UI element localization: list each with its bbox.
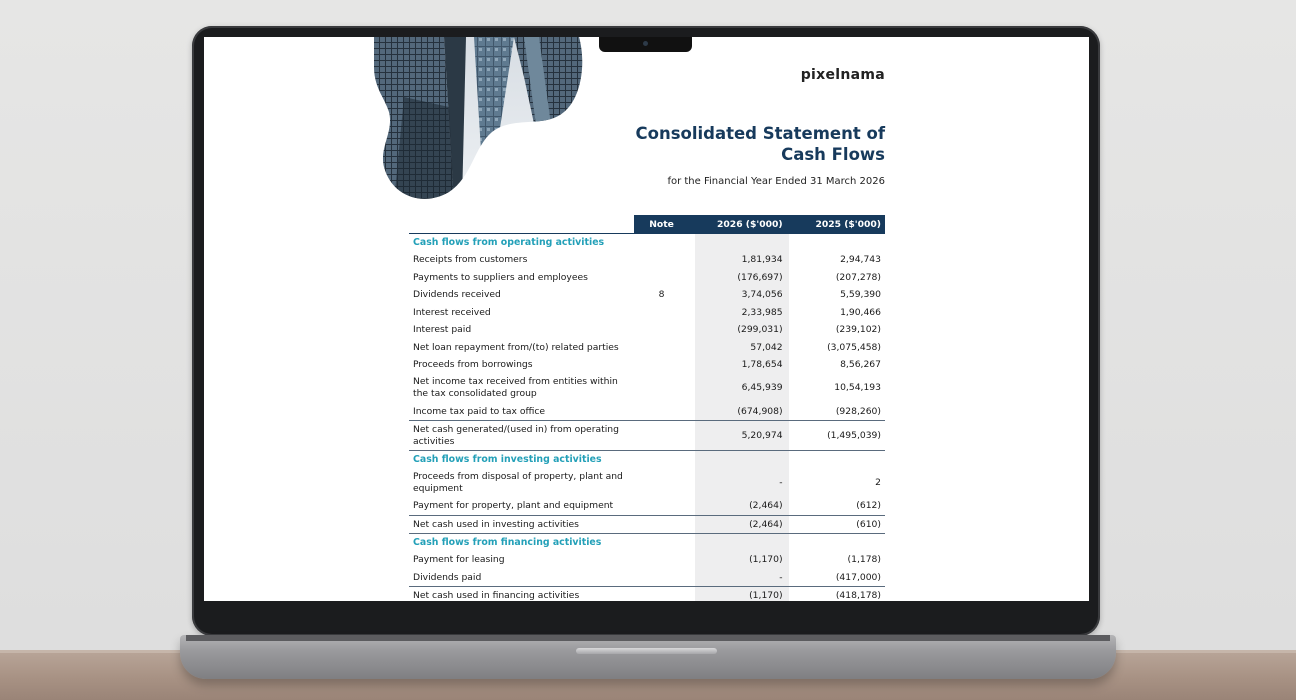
subtotal-note xyxy=(634,421,689,451)
row-value-2025: (239,102) xyxy=(835,324,881,336)
subtotal-value-2026: 5,20,974 xyxy=(689,421,787,451)
page-subtitle: for the Financial Year Ended 31 March 2026 xyxy=(667,176,885,187)
table-row xyxy=(409,251,885,269)
row-note xyxy=(634,269,689,287)
row-value-2025: 2 xyxy=(875,476,881,488)
section-heading: Cash flows from operating activities xyxy=(409,234,885,252)
row-note xyxy=(634,251,689,269)
row-label: Net loan repayment from/(to) related parties xyxy=(413,341,619,353)
laptop-base-lip xyxy=(186,635,1110,641)
row-value-2025: (417,000) xyxy=(835,571,881,583)
row-value-2026: - xyxy=(779,571,783,583)
row-value-2026: 3,74,056 xyxy=(741,289,783,301)
header-note: Note xyxy=(634,215,689,234)
row-note: 8 xyxy=(658,289,665,301)
camera-notch xyxy=(599,37,692,52)
row-note xyxy=(634,551,689,569)
table-row xyxy=(409,304,885,322)
table-row xyxy=(409,321,885,339)
table-row xyxy=(409,339,885,357)
subtotal-note xyxy=(634,587,689,602)
row-label: Proceeds from disposal of property, plant and equipment xyxy=(413,470,623,494)
row-label: Interest received xyxy=(413,306,491,318)
subtotal-label: Net cash generated/(used in) from operating activities xyxy=(409,421,634,451)
row-label: Proceeds from borrowings xyxy=(413,359,533,371)
row-label: Interest paid xyxy=(413,324,472,336)
row-value-2026: 2,33,985 xyxy=(741,306,783,318)
table-row xyxy=(409,468,885,497)
row-note xyxy=(634,497,689,515)
row-value-2025: 1,90,466 xyxy=(840,306,881,318)
subtotal-value-2025: (418,178) xyxy=(787,587,885,602)
row-value-2025: (3,075,458) xyxy=(827,341,881,353)
row-value-2025: (207,278) xyxy=(835,271,881,283)
row-value-2026: (2,464) xyxy=(749,500,783,512)
subtotal-value-2026: (2,464) xyxy=(689,515,787,534)
subtotal-label: Net cash used in financing activities xyxy=(409,587,634,602)
cash-flow-table xyxy=(409,215,885,601)
table-row xyxy=(409,551,885,569)
row-value-2026: (1,170) xyxy=(749,554,783,566)
row-value-2026: 1,81,934 xyxy=(741,254,783,266)
subtotal-row xyxy=(409,587,885,602)
laptop-base xyxy=(180,635,1116,679)
building-photo xyxy=(374,37,584,202)
header-2025: 2025 ($'000) xyxy=(787,215,885,234)
row-label: Receipts from customers xyxy=(413,254,528,266)
subtotal-value-2026: (1,170) xyxy=(689,587,787,602)
row-value-2025: 8,56,267 xyxy=(840,359,881,371)
table-row xyxy=(409,269,885,287)
section-heading-row xyxy=(409,234,885,252)
row-value-2026: - xyxy=(779,476,783,488)
row-value-2025: 10,54,193 xyxy=(834,382,881,393)
row-note xyxy=(634,403,689,421)
row-label: Net income tax received from entities within the tax consolidated group xyxy=(413,376,618,399)
row-value-2025: 5,59,390 xyxy=(840,289,881,301)
row-note xyxy=(634,339,689,357)
row-value-2025: (612) xyxy=(856,500,881,512)
section-heading-row xyxy=(409,451,885,469)
row-label: Payment for leasing xyxy=(413,554,505,566)
header-blank xyxy=(409,215,634,234)
table-row xyxy=(409,569,885,587)
table-header-row xyxy=(409,215,885,234)
subtotal-note xyxy=(634,515,689,534)
subtotal-label: Net cash used in investing activities xyxy=(409,515,634,534)
row-label: Dividends received xyxy=(413,289,501,301)
row-value-2026: (176,697) xyxy=(737,271,783,283)
subtotal-value-2025: (1,495,039) xyxy=(787,421,885,451)
laptop-hinge xyxy=(576,648,717,654)
row-value-2026: 57,042 xyxy=(750,341,783,353)
row-note xyxy=(634,356,689,374)
row-value-2025: 2,94,743 xyxy=(840,254,881,266)
table-row xyxy=(409,403,885,421)
section-heading-row xyxy=(409,534,885,552)
cash-flow-document xyxy=(204,37,1089,601)
section-heading: Cash flows from investing activities xyxy=(409,451,885,469)
subtotal-row xyxy=(409,515,885,534)
row-value-2025: (928,260) xyxy=(835,405,881,417)
row-note xyxy=(634,321,689,339)
row-note xyxy=(634,569,689,587)
laptop-screen xyxy=(204,37,1089,601)
page-title: Consolidated Statement of Cash Flows xyxy=(635,124,885,164)
table-row xyxy=(409,374,885,403)
brand-logo: pixelnama xyxy=(800,67,885,83)
header-2026: 2026 ($'000) xyxy=(689,215,787,234)
row-label: Payments to suppliers and employees xyxy=(413,271,588,283)
table-row xyxy=(409,286,885,304)
subtotal-value-2025: (610) xyxy=(787,515,885,534)
table-row xyxy=(409,497,885,515)
table-row xyxy=(409,356,885,374)
row-value-2025: (1,178) xyxy=(847,554,881,566)
row-note xyxy=(634,374,689,403)
row-label: Dividends paid xyxy=(413,571,482,583)
row-label: Income tax paid to tax office xyxy=(413,405,546,417)
row-label: Payment for property, plant and equipment xyxy=(413,500,614,512)
row-value-2026: 6,45,939 xyxy=(741,382,783,393)
row-note xyxy=(634,468,689,497)
subtotal-row xyxy=(409,421,885,451)
row-value-2026: (299,031) xyxy=(737,324,783,336)
row-value-2026: (674,908) xyxy=(737,405,783,417)
webcam-icon xyxy=(643,41,648,46)
row-note xyxy=(634,304,689,322)
section-heading: Cash flows from financing activities xyxy=(409,534,885,552)
row-value-2026: 1,78,654 xyxy=(741,359,783,371)
